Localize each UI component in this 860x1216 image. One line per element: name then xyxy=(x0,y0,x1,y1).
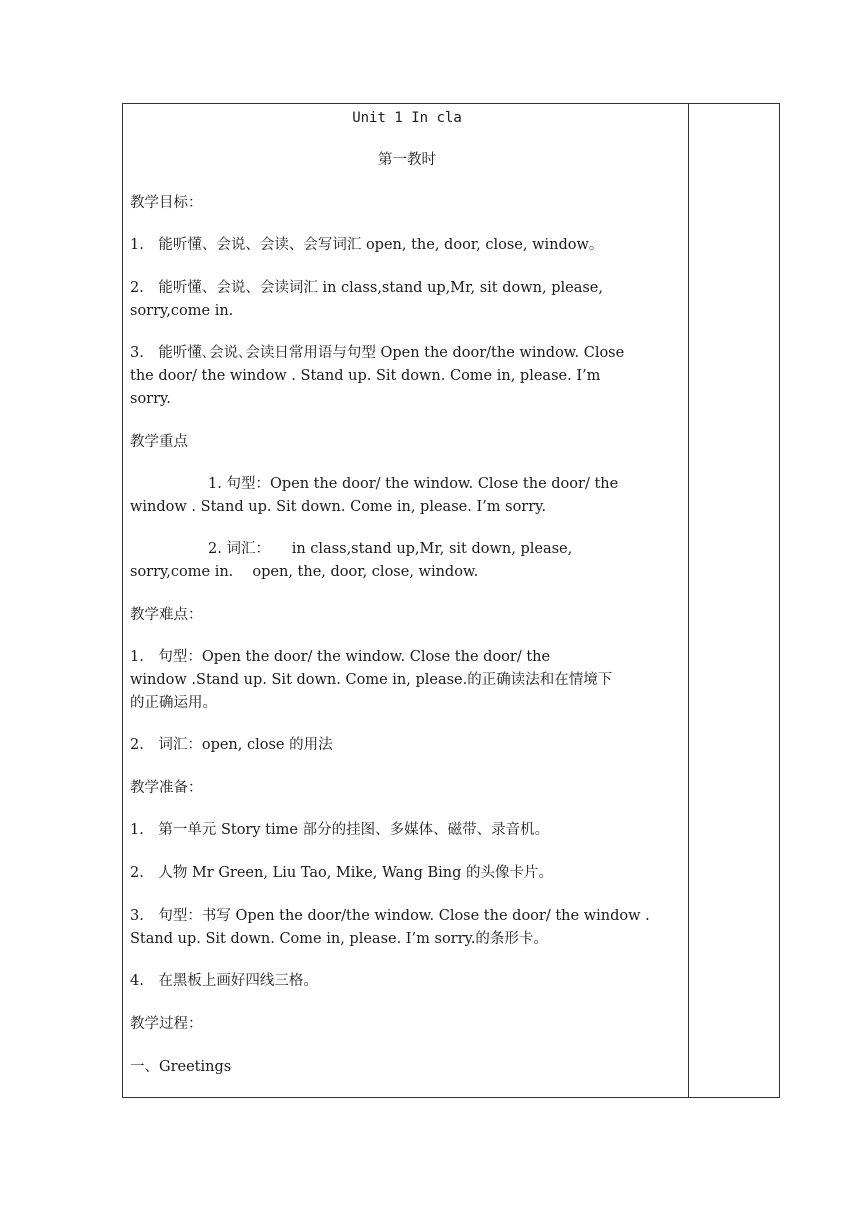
preparation-heading: 教学准备： xyxy=(130,780,203,796)
objective-line: sorry,come in. xyxy=(130,303,234,319)
objective-line: sorry. xyxy=(130,391,171,407)
objective-line: 3. 能听懂､会说､会读日常用语与句型 Open the door/the window. Close xyxy=(130,345,625,361)
difficulty-line: 1. 句型：Open the door/ the window. Close the door/ the xyxy=(130,649,551,665)
document-title: Unit 1 In cla xyxy=(352,110,462,126)
objective-line: 2. 能听懂、会说、会读词汇 in class,stand up,Mr, sit down, please, xyxy=(130,280,603,296)
objective-line: 1. 能听懂、会说、会读、会写词汇 open, the, door, close, window。 xyxy=(130,237,604,253)
process-step: 一、Greetings xyxy=(130,1059,232,1075)
preparation-line: Stand up. Sit down. Come in, please. I’m sorry.的条形卡。 xyxy=(130,931,548,947)
lesson-content-cell xyxy=(130,103,684,1093)
difficulty-line: 2. 词汇：open, close 的用法 xyxy=(130,737,333,753)
keypoint-line: window . Stand up. Sit down. Come in, please. I’m sorry. xyxy=(130,499,547,515)
keypoints-heading: 教学重点 xyxy=(130,434,188,450)
objectives-heading: 教学目标： xyxy=(130,195,203,211)
table-column-divider xyxy=(688,103,689,1098)
preparation-line: 2. 人物 Mr Green, Liu Tao, Mike, Wang Bing 的头像卡片。 xyxy=(130,865,554,881)
keypoint-line: 1. 句型：Open the door/ the window. Close the door/ the xyxy=(208,476,619,492)
objective-line: the door/ the window . Stand up. Sit down. Come in, please. I’m xyxy=(130,368,601,384)
process-heading: 教学过程： xyxy=(130,1016,203,1032)
preparation-line: 1. 第一单元 Story time 部分的挂图、多媒体、磁带、录音机。 xyxy=(130,822,550,838)
difficulties-heading: 教学难点： xyxy=(130,607,203,623)
difficulty-line: window .Stand up. Sit down. Come in, please.的正确读法和在情境下 xyxy=(130,672,613,688)
keypoint-line: 2. 词汇： in class,stand up,Mr, sit down, please, xyxy=(208,541,573,557)
keypoint-line: sorry,come in. open, the, door, close, window. xyxy=(130,564,479,580)
lesson-period: 第一教时 xyxy=(378,152,436,168)
preparation-line: 3. 句型：书写 Open the door/the window. Close the door/ the window . xyxy=(130,908,650,924)
preparation-line: 4. 在黑板上画好四线三格。 xyxy=(130,973,318,989)
difficulty-line: 的正确运用。 xyxy=(130,695,217,711)
